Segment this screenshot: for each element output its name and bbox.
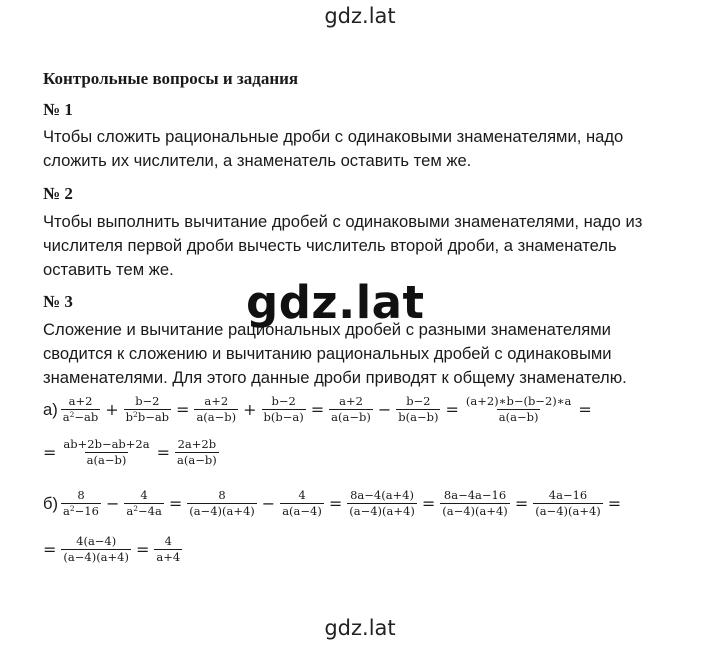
numerator: 8a−4(a+4): [350, 488, 414, 502]
fraction: [175, 438, 219, 467]
fraction: [124, 395, 171, 424]
equals-sign: =: [421, 494, 436, 513]
watermark-middle: gdz.lat: [246, 276, 425, 329]
equals-sign: =: [43, 443, 57, 462]
base-b: b: [125, 410, 134, 424]
fraction: [396, 395, 440, 424]
equals-sign: =: [168, 494, 183, 513]
base-a: a: [62, 410, 70, 424]
numerator: 8: [218, 488, 226, 502]
numerator: b−2: [406, 394, 431, 408]
part-a-label: а): [43, 399, 58, 419]
fraction: [61, 535, 131, 564]
exponent: 2: [133, 410, 138, 419]
denominator: (a−4)(a+4): [535, 504, 601, 518]
minus-sign: −: [261, 494, 276, 513]
base-a: a: [126, 504, 134, 518]
fraction: [280, 489, 324, 518]
base-a: a: [63, 504, 70, 518]
minus-sign: −: [105, 494, 120, 513]
numerator: b−2: [135, 394, 160, 408]
term: −4a: [138, 504, 162, 518]
text-line: знаменателями. Для этого данные дроби приводят к общему знаменателю.: [43, 368, 627, 387]
denominator: b(b−a): [263, 410, 304, 424]
text-line: Чтобы сложить рациональные дроби с одинаковыми знаменателями, надо: [43, 127, 624, 146]
numerator: 8: [77, 488, 85, 502]
denominator: a(a−b): [177, 453, 217, 467]
denominator: [124, 503, 163, 518]
equals-sign: =: [135, 540, 150, 559]
question-2-answer: [43, 210, 693, 282]
text-line: Сложение и вычитание рациональных дробей с разными знаменателями: [43, 320, 611, 339]
exponent: 2: [69, 410, 75, 419]
denominator: (a−4)(a+4): [189, 504, 255, 518]
fraction: [61, 395, 101, 424]
watermark-top: gdz.lat: [324, 4, 396, 28]
fraction: [61, 438, 151, 467]
text-line: числителя первой дроби вычесть числитель второй дроби, а знаменатель: [43, 236, 617, 255]
equals-sign: =: [43, 540, 57, 559]
fraction: [440, 489, 510, 518]
fraction: [347, 489, 417, 518]
denominator: [61, 503, 101, 518]
text-line: сводится к сложению и вычитанию рациональных дробей с одинаковыми: [43, 344, 612, 363]
denominator: (a−4)(a+4): [63, 550, 129, 564]
equals-sign: =: [310, 400, 325, 419]
numerator: a+2: [68, 394, 93, 408]
text-line: оставить тем же.: [43, 260, 174, 279]
numerator: 4: [140, 488, 148, 502]
equals-sign: =: [514, 494, 529, 513]
denominator: a(a−b): [196, 410, 237, 424]
fraction: [154, 535, 182, 564]
numerator: b−2: [271, 394, 296, 408]
numerator: 4: [298, 488, 306, 502]
plus-sign: +: [243, 400, 257, 419]
fraction: [329, 395, 373, 424]
exponent: 2: [69, 504, 75, 513]
text-line: сложить их числители, а знаменатель оставить тем же.: [43, 151, 472, 170]
section-heading: Контрольные вопросы и задания: [43, 69, 299, 88]
question-1-answer: [43, 125, 693, 173]
term: −16: [74, 504, 99, 518]
fraction: [464, 395, 574, 424]
denominator: (a−4)(a+4): [349, 504, 415, 518]
fraction: [124, 489, 163, 518]
numerator: 4: [164, 534, 172, 548]
equals-sign: =: [445, 400, 459, 419]
denominator: b(a−b): [398, 410, 439, 424]
denominator: a(a−4): [282, 504, 322, 518]
fraction: [533, 489, 603, 518]
numerator: 4a−16: [548, 488, 588, 502]
denominator: (a−4)(a+4): [442, 504, 508, 518]
formula-a-line-1: [43, 395, 595, 424]
denominator: a+4: [156, 550, 181, 564]
plus-sign: +: [105, 400, 119, 419]
denominator: a(a−b): [498, 410, 539, 424]
equals-sign: =: [328, 494, 343, 513]
question-1-label: № 1: [43, 100, 73, 119]
fraction: [187, 489, 257, 518]
fraction: [194, 395, 238, 424]
denominator: a(a−b): [331, 410, 371, 424]
equals-sign: =: [607, 494, 622, 513]
watermark-bottom: gdz.lat: [324, 616, 396, 640]
denominator: [124, 409, 171, 424]
exponent: 2: [133, 504, 138, 513]
numerator: ab+2b−ab+2a: [63, 437, 150, 451]
numerator: (a+2)∗b−(b−2)∗a: [465, 394, 572, 408]
equals-sign: =: [156, 443, 171, 462]
text-line: Чтобы выполнить вычитание дробей с одинаковыми знаменателями, надо из: [43, 212, 643, 231]
fraction: [61, 489, 101, 518]
formula-b-line-1: [43, 489, 624, 518]
minus-sign: −: [377, 400, 392, 419]
fraction: [262, 395, 306, 424]
numerator: a+2: [339, 394, 363, 408]
equals-sign: =: [578, 400, 592, 419]
numerator: a+2: [204, 394, 229, 408]
formula-a-line-2: [43, 438, 221, 467]
question-2-label: № 2: [43, 184, 73, 203]
denominator: [61, 409, 101, 424]
numerator: 8a−4a−16: [443, 488, 507, 502]
numerator: 2a+2b: [177, 437, 217, 451]
part-b-label: б): [43, 493, 59, 513]
equals-sign: =: [176, 400, 190, 419]
denominator: a(a−b): [86, 453, 127, 467]
formula-b-line-2: [43, 535, 184, 564]
term: −ab: [74, 410, 99, 424]
numerator: 4(a−4): [76, 534, 117, 548]
question-3-label: № 3: [43, 292, 73, 311]
term: b−ab: [137, 410, 170, 424]
